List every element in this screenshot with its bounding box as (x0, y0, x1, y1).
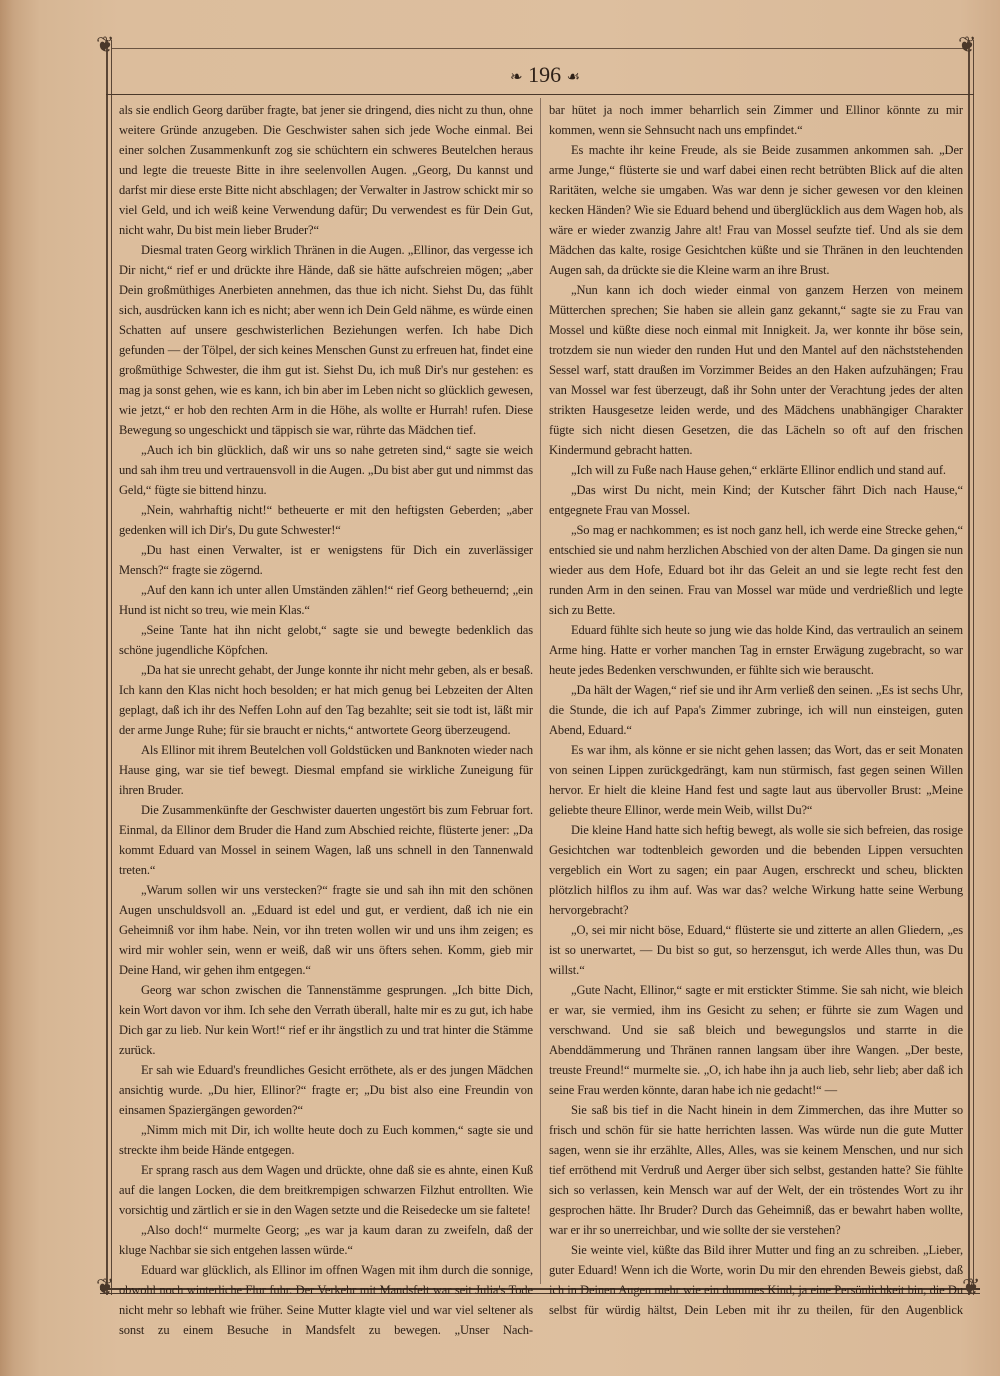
paragraph: Eduard war glücklich, als Ellinor im offnen Wagen mit ihm durch die sonnige, obwohl noch winterliche Flur fuhr. Der Verkehr mit Mandsfelt war seit Julia's Tode nicht mehr so lebhaft wie früher. Seine Mutter klagte viel und war viel seltener als sonst zu einem Besuche in Mandsfelt zu bewegen. „Unser Nach- (119, 1263, 533, 1337)
paragraph: „Also doch!“ murmelte Georg; „es war ja kaum daran zu zweifeln, daß der kluge Nachbar sie sich entgehen lassen würde.“ (119, 1223, 533, 1257)
paragraph: „Du hast einen Verwalter, ist er wenigstens für Dich ein zuverlässiger Mensch?“ fragte sie zögernd. (119, 543, 533, 577)
paragraph: „Warum sollen wir uns verstecken?“ fragte sie und sah ihn mit den schönen Augen unschuldsvoll an. „Eduard ist edel und gut, er verdient, daß ich nie ein Geheimniß vor ihm habe. Nein, vor ihn treten wollen wir und uns ihm zeigen; es wird mir wohler sein, wenn er weiß, daß wir uns öfters sehen. Komm, gieb mir Deine Hand, wir gehen ihm entgegen.“ (119, 883, 533, 977)
paragraph: Eduard fühlte sich heute so jung wie das holde Kind, das vertraulich an seinem Arme hing. Hatte er vorher manchen Tag in ernster Erwägung zugebracht, so war heute jedes Bedenken verschwunden, er fühlte sich wie berauscht. (549, 623, 963, 677)
paragraph: Es machte ihr keine Freude, als sie Beide zusammen ankommen sah. „Der arme Junge,“ flüsterte sie und warf dabei einen recht betrübten Blick auf die alten Raritäten, welche sie umgaben. Was war denn je sicher gewesen vor den kleinen kecken Händen? Wie sie Eduard behend und überglücklich aus dem Wagen hob, als wäre er wieder zwanzig Jahre alt! Frau van Mossel seufzte tief. Und als sie dem Mädchen das kalte, rosige Gesichtchen küßte und sie Thränen in den leuchtenden Augen sah, da drückte sie die Kleine warm an ihre Brust. (549, 143, 963, 277)
frame-line-left (106, 40, 108, 1295)
corner-ornament-icon: ❦ (96, 1274, 115, 1299)
paragraph: Die Zusammenkünfte der Geschwister dauerten ungestört bis zum Februar fort. Einmal, da Ellinor dem Bruder die Hand zum Abschied reichte, flüsterte jener: „Da kommt Eduard van Mossel in seinem Wagen, laß uns schnell in den Tannenwald treten.“ (119, 803, 533, 877)
frame-rule-upper (112, 48, 968, 49)
paragraph: „Nimm mich mit Dir, ich wollte heute doch zu Euch kommen,“ sagte sie und streckte ihm beide Hände entgegen. (119, 1123, 533, 1157)
left-column (119, 100, 533, 1340)
paragraph: Es war ihm, als könne er sie nicht gehen lassen; das Wort, das er seit Monaten von seinen Lippen zurückgedrängt, kam nun stürmisch, fast gegen seinen Willen hervor. Er hielt die kleine Hand fest und sagte laut aus übervoller Brust: „Meine geliebte theure Ellinor, werde mein Weib, willst Du?“ (549, 743, 963, 817)
right-column (549, 100, 963, 1320)
frame-line-right-inner (973, 40, 974, 1295)
paragraph: „Ich will zu Fuße nach Hause gehen,“ erklärte Ellinor endlich und stand auf. (571, 463, 946, 477)
paragraph: „Nun kann ich doch wieder einmal von ganzem Herzen von meinem Mütterchen sprechen; Sie haben sie allein ganz gekannt,“ sagte sie zu Frau van Mossel und küßte diese noch einmal mit Innigkeit. Ja, wer konnte ihr böse sein, trotzdem sie nun wieder den runden Hut und den Mantel auf den nächststehenden Sessel warf, statt draußen im Vorzimmer Beides an den Haken aufzuhängen; Frau van Mossel war fest überzeugt, daß ihr Sohn unter der Verachtung jedes der alten strikten Hausgesetze leiden werde, und des Mädchens unabhängiger Charakter fügte sich nicht diesen Gesetzen, die das Lächeln so oft auf den frischen Kindermund gebracht hatten. (549, 283, 963, 457)
column-divider (540, 98, 541, 1284)
paragraph: bar hütet ja noch immer beharrlich sein Zimmer und Ellinor könnte zu mir kommen, wenn sie Sehnsucht nach uns empfindet.“ (549, 103, 963, 137)
paragraph: „O, sei mir nicht böse, Eduard,“ flüsterte sie und zitterte an allen Gliedern, „es ist so unerwartet, — Du bist so gut, so herzensgut, ich werde Alles thun, was Du willst.“ (549, 923, 963, 977)
paragraph: „Seine Tante hat ihn nicht gelobt,“ sagte sie und bewegte bedenklich das schöne jugendliche Köpfchen. (119, 623, 533, 657)
header-rule (106, 94, 974, 95)
paragraph: „Da hält der Wagen,“ rief sie und ihr Arm verließ den seinen. „Es ist sechs Uhr, die Stunde, die ich auf Papa's Zimmer zubringe, ich will nun einsteigen, guten Abend, Eduard.“ (549, 683, 963, 737)
paragraph: Er sprang rasch aus dem Wagen und drückte, ohne daß sie es ahnte, einen Kuß auf die langen Locken, die dem breitkrempigen schwarzen Filzhut entrollten. Wie vorsichtig und zärtlich er sie in den Wagen setzte und die Reisedecke um sie faltete! (119, 1163, 533, 1217)
flourish-left-icon: ❧ (509, 69, 523, 86)
page-header (470, 62, 620, 88)
frame-line-left-inner (111, 40, 112, 1295)
paragraph: „Auf den kann ich unter allen Umständen zählen!“ rief Georg betheuernd; „ein Hund ist nicht so treu, wie mein Klas.“ (119, 583, 533, 617)
paragraph: Diesmal traten Georg wirklich Thränen in die Augen. „Ellinor, das vergesse ich Dir nicht,“ rief er und drückte ihre Hände, daß sie hätte aufschreien mögen; „aber Dein großmüthiges Anerbieten annehmen, das thue ich nicht. Siehst Du, das fühlt sich, ausdrücken kann ich es nicht; aber wenn ich Dein Geld nähme, es würde einen Schatten auf unsere geschwisterlichen Beziehungen werfen. Ich habe Dich gefunden — der Tölpel, der sich keines Menschen Gunst zu erfreuen hat, findet eine großmüthige Schwester, die ihm gut ist. Siehst Du, ich muß Dir's nur gestehen: es mag ja sonst gehen, wie es kann, ich bin aber im Leben nicht so glücklich gewesen, wie jetzt,“ er hob den rechten Arm in die Höhe, als wollte er Hurrah! rufen. Diese Bewegung so ungeschickt und täppisch sie war, rührte das Mädchen tief. (119, 243, 533, 437)
corner-ornament-icon: ❦ (96, 32, 115, 57)
paragraph: Sie saß bis tief in die Nacht hinein in dem Zimmerchen, das ihre Mutter so frisch und schön für sie hatte herrichten lassen. Was würde nun die gute Mutter sagen, wenn sie ihr erzählte, Alles, Alles, was sie keinem Menschen, und nur sich tief erröthend mit Verdruß und Aerger über sich selbst, gestanden hatte? Sie fühlte sich so verlassen, kein Mensch war auf der Welt, der ein tröstendes Wort zu ihr gesprochen hätte. Ihr Bruder? Durch das Geheimniß, das er bewahrt haben wollte, war er ihr so unerreichbar, und wie sollte der sie verstehen? (549, 1103, 963, 1237)
frame-line-right (968, 40, 970, 1295)
paragraph: Georg war schon zwischen die Tannenstämme gesprungen. „Ich bitte Dich, kein Wort davon vor ihm. Ich sehe den Verrath überall, halte mir es zu gut, ich habe Dich gar zu lieb. Nur kein Wort!“ rief er ihr ängstlich zu und trat hinter die Stämme zurück. (119, 983, 533, 1057)
corner-ornament-icon: ❦ (958, 32, 977, 57)
flourish-right-icon: ☙ (566, 69, 581, 86)
paragraph: Als Ellinor mit ihrem Beutelchen voll Goldstücken und Banknoten wieder nach Hause ging, war sie tief bewegt. Diesmal empfand sie wirkliche Zuneigung für ihren Bruder. (119, 743, 533, 797)
paragraph: „Das wirst Du nicht, mein Kind; der Kutscher fährt Dich nach Hause,“ entgegnete Frau van Mossel. (549, 483, 963, 517)
paragraph: „Da hat sie unrecht gehabt, der Junge konnte ihr nicht mehr geben, als er besaß. Ich kann den Klas nicht hoch besolden; er hat mich genug bei Lebzeiten der Alten geplagt, daß ich ihr des Neffen Lohn auf den Tag bezahlte; seit sie todt ist, läßt mir der arme Junge Ruhe; für sie braucht er nichts,“ antwortete Georg überzeugend. (119, 663, 533, 737)
paragraph: Sie weinte viel, küßte das Bild ihrer Mutter und fing an zu schreiben. „Lieber, guter Eduard! Wenn ich die Worte, worin Du mir den ehrenden Beweis giebst, daß ich in Deinen Augen mehr wie ein dummes Kind, ja eine Persönlichkeit bin, die Du selbst für würdig hältst, Dein Leben mit ihr zu theilen, für den Augenblick (549, 1243, 963, 1317)
paragraph: „So mag er nachkommen; es ist noch ganz hell, ich werde eine Strecke gehen,“ entschied sie und nahm herzlichen Abschied von der alten Dame. Da gingen sie nun wieder aus dem Hofe, Eduard bot ihr das Geleit an und sie legte recht fest den runden Arm in den seinen. Frau van Mossel war müde und verdrießlich und legte sich zu Bette. (549, 523, 963, 617)
corner-ornament-icon: ❦ (962, 1274, 981, 1299)
page-number: 196 (528, 62, 562, 87)
paragraph: Er sah wie Eduard's freundliches Gesicht erröthete, als er des jungen Mädchen ansichtig wurde. „Du hier, Ellinor?“ fragte er; „Du bist also eine Freundin von einsamen Spaziergängen geworden?“ (119, 1063, 533, 1117)
paragraph: Die kleine Hand hatte sich heftig bewegt, als wolle sie sich befreien, das rosige Gesichtchen war todtenbleich geworden und die bebenden Lippen versuchten vergeblich ein Wort zu sagen; ein paar Augen, erschreckt und scheu, blickten plötzlich hilflos zu ihm auf. Was war das? welche Wirkung hatte seine Werbung hervorgebracht? (549, 823, 963, 917)
paragraph: als sie endlich Georg darüber fragte, bat jener sie dringend, dies nicht zu thun, ohne weitere Gründe anzugeben. Die Geschwister sahen sich jede Woche einmal. Bei einer solchen Zusammenkunft zog sie schüchtern ein schweres Beutelchen heraus und legte die treueste Bitte in ihre seelenvollen Augen. „Georg, Du kannst und darfst mir diese erste Bitte nicht abschlagen; der Verwalter in Jastrow schickt mir so viel Geld, und ich weiß keine Verwendung dafür; Du verwendest es für Dein Gut, nicht wahr, Du bist mein lieber Bruder?“ (119, 103, 533, 237)
paragraph: „Gute Nacht, Ellinor,“ sagte er mit erstickter Stimme. Sie sah nicht, wie bleich er war, sie vermied, ihm ins Gesicht zu sehen; er führte sie zum Wagen und verschwand. Und sie saß bleich und bewegungslos und starrte in die Abenddämmerung und Thränen rannen langsam über ihre Wangen. „Der beste, treuste Freund!“ murmelte sie. „O, ich habe ihn ja auch lieb, sehr lieb; aber daß ich seine Frau werden könnte, daran habe ich nie gedacht!“ — (549, 983, 963, 1097)
paragraph: „Auch ich bin glücklich, daß wir uns so nahe getreten sind,“ sagte sie weich und sah ihm treu und vertrauensvoll in die Augen. „Du bist aber gut und nimmst das Geld,“ fügte sie bittend hinzu. (119, 443, 533, 497)
paragraph: „Nein, wahrhaftig nicht!“ betheuerte er mit den heftigsten Geberden; „aber gedenken will ich Dir's, Du gute Schwester!“ (119, 503, 533, 537)
